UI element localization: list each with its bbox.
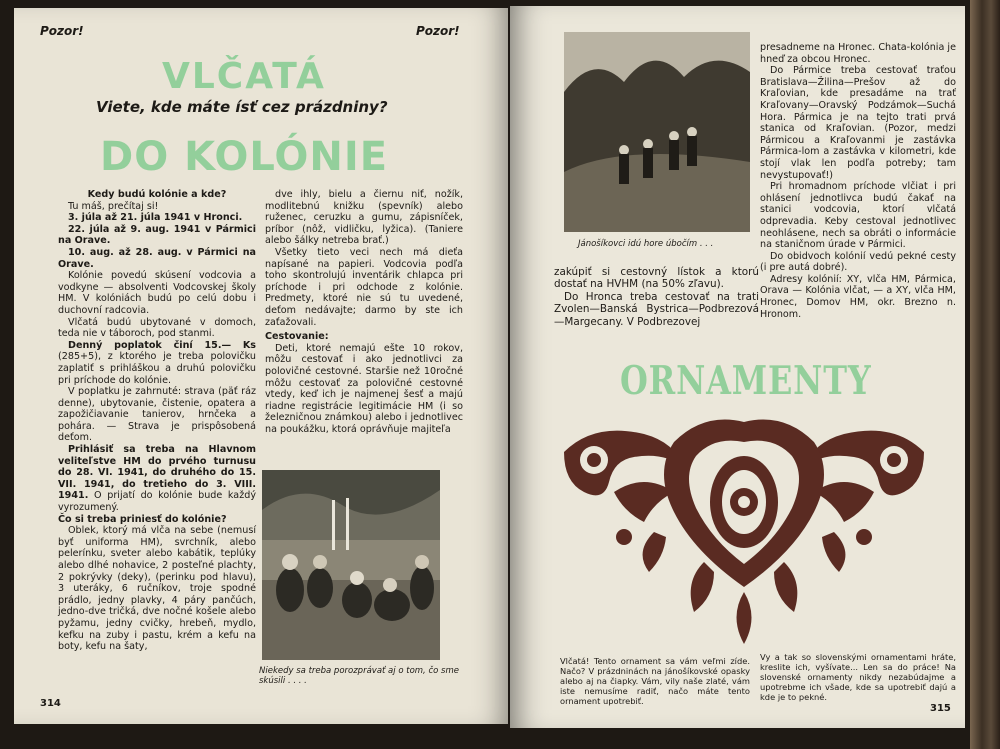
paragraph-hronca: Do Hronca treba cestovať na trati Zvolen—Banská Bystrica—Podbrezová—Margecany. V Podbrezovej bbox=[554, 290, 759, 328]
bottom-text-left: Vlčatá! Tento ornament sa vám veľmi zíde. Načo? V prázdninách na jánošíkovské opasky alebo aj na čiapky. Vám, vily naše zlaté, vám iste nemusíme radiť, načo máte tento ornament upotrebiť. bbox=[560, 656, 750, 706]
right-column-text bbox=[760, 42, 956, 320]
intro-text: Tu máš, prečítaj si! bbox=[68, 200, 159, 212]
paragraph-obvodu: Do obidvoch kolónií vedú pekné cesty (i pre autá dobré). bbox=[760, 250, 956, 274]
title-vlcata: VLČATÁ bbox=[162, 56, 326, 97]
heading-kedy: Kedy budú kolónie a kde? bbox=[87, 189, 227, 200]
subtitle: Viete, kde máte ísť cez prázdniny? bbox=[96, 98, 388, 116]
poplatok-bold: Denný poplatok činí 15.— Ks bbox=[68, 339, 256, 351]
paragraph-oblek: Oblek, ktorý má vlča na sebe (nemusí byť uniforma HM), svrchník, alebo pelerínku, sveter alebo kabátik, teplúky alebo dlhé nohavice, 2 posteľné plachty, 2 pokrývky (deky), (perinku pod hlavu), 3 uteráky, 6 ručníkov, troje spodné prádlo, jedny plavky, 4 páry pančúch, jedno-dve tričká, dve nočné košele alebo pyžamu, jedny cvičky, hrebeň, mydlo, kefku na zuby i pastu, krém a kefu na boty, kefu na šaty, bbox=[58, 525, 256, 653]
photo-children-sitting bbox=[262, 470, 440, 660]
paragraph-ihly: dve ihly, bielu a čiernu niť, nožík, modlitebnú knižku (spevník) alebo ruženec, ceruzku a gumu, zápisníček, príbor (nôž, vidličku, lyžica). (Taniere alebo šálky netreba brať.) bbox=[265, 189, 463, 247]
page-number-left: 314 bbox=[40, 698, 61, 709]
title-ornamenty: ORNAMENTY bbox=[620, 358, 872, 404]
paragraph-v-poplatku: V poplatku je zahrnuté: strava (päť ráz denne), ubytovanie, čistenie, opatera a zapožičiavanie tanierov, hrnčeka a pohára. — Strava je prispôsobená deťom. bbox=[58, 386, 256, 444]
bottom-text-right: Vy a tak so slovenskými ornamentami hráte, kreslite ich, vyšívate... Len sa do práce! Na slovenské ornamenty nikdy nezabúdajme a upotrebme ich všade, kde sa upotrebiť dajú a kde je to pekné. bbox=[760, 652, 956, 702]
page-number-right: 315 bbox=[930, 703, 951, 714]
prihlasit-bold: Prihlásiť sa treba na Hlavnom veliteľstve HM do prvého turnusu do 28. VI. 1941, do druhého do 15. VII. 1941, do tretieho do 3. VIII. 1941. bbox=[58, 444, 256, 502]
right-left-column-text bbox=[554, 266, 759, 328]
photo-hiking-image bbox=[564, 32, 750, 232]
paragraph-parnica: Do Pármice treba cestovať traťou Bratislava—Žilina—Prešov až do Kraľovian, kde presadáme na trať Kraľovany—Oravský Podzámok—Suchá Hora. Pármica je na tejto trati prvá stanica od Kraľovian. (Pozor, medzi Pármicou a Kraľovanmi je zastávka Pármica-lom a zastávka v kilometri, kde stojí vlak len podľa potreby; tam nevystupovať!) bbox=[760, 65, 956, 181]
header-right: Pozor! bbox=[416, 24, 460, 38]
paragraph-deti: Deti, ktoré nemajú ešte 10 rokov, môžu cestovať i ako jednotlivci za polovičné cestovné. Staršie než 10ročné môžu cestovať za polovičné cestovné vtedy, keď ich je najmenej šesť a majú riadne registrácie legitimácie HM (i so železničnou známkou) alebo i jednotlivec na poukážku, ktorá oprávňuje majiteľa bbox=[265, 342, 463, 435]
poplatok-rest: (285+5), z ktorého je treba polovičku zaplatiť s prihláškou a druhú polovičku pri príchode do kolónie. bbox=[58, 351, 256, 386]
book-edge bbox=[970, 0, 1000, 749]
paragraph-veci: Všetky tieto veci nech má dieťa napísané na papieri. Vodcovia podľa toho skontrolujú inventárik chlapca pri príchode i pri odchode z kolónie. Predmety, ktoré nie sú tu uvedené, deťom nedávajte; darmo by ste ich zaťažovali. bbox=[265, 246, 463, 328]
left-column-1 bbox=[58, 189, 256, 653]
title-do-kolonie: DO KOLÓNIE bbox=[100, 134, 389, 180]
paragraph-listok: zakúpiť si cestovný lístok a ktorú dostať na HVHM (na 50% zľavu). bbox=[554, 266, 759, 291]
date-1: 3. júla až 21. júla 1941 v Hronci. bbox=[68, 212, 243, 224]
left-page bbox=[14, 8, 508, 724]
photo-hiking-boys bbox=[564, 32, 750, 232]
paragraph-ubytovanie: Vlčatá budú ubytované v domoch, teda nie v táboroch, pod stanmi. bbox=[58, 316, 256, 340]
subhead-priniest: Čo si treba priniesť do kolónie? bbox=[58, 513, 227, 525]
paragraph-hromadne: Pri hromadnom príchode vlčiat i pri ohlásení jednotlivca budú čakať na stanici vodcovia, ktorí vlčatá odprevadia. Keby cestoval jednotlivec neohlásene, nech sa obráti o informácie na staničnom úrade v Pármici. bbox=[760, 181, 956, 251]
caption-left-photo: Niekedy sa treba porozprávať aj o tom, čo sme skúsili . . . . bbox=[259, 666, 459, 686]
date-3: 10. aug. až 28. aug. v Pármici na Orave. bbox=[58, 246, 256, 270]
subhead-cestovanie: Cestovanie: bbox=[265, 331, 329, 343]
paragraph-vodcovia: Kolónie povedú skúsení vodcovia a vodkyne — absolventi Vodcovskej školy HM. V kolóniách budú po celú dobu i duchovní radcovia. bbox=[58, 270, 256, 316]
left-column-2 bbox=[265, 189, 463, 435]
folk-ornament-image bbox=[554, 412, 934, 648]
photo-children-image bbox=[262, 470, 440, 660]
caption-right-photo: Jánošíkovci idú hore úbočím . . . bbox=[578, 239, 714, 249]
paragraph-presadneme: presadneme na Hronec. Chata-kolónia je hneď za obcou Hronec. bbox=[760, 42, 956, 65]
paragraph-adresy: Adresy kolónií: XY, vlča HM, Pármica, Orava — Kolónia vlčat, — a XY, vlča HM, Hronec, Domov HM, okr. Brezno n. Hronom. bbox=[760, 273, 956, 320]
prihlasit-rest: O prijatí do kolónie bude každý vyrozumený. bbox=[58, 490, 256, 514]
right-page bbox=[510, 6, 965, 728]
date-2: 22. júla až 9. aug. 1941 v Pármici na Orave. bbox=[58, 223, 256, 247]
header-left: Pozor! bbox=[40, 24, 84, 38]
